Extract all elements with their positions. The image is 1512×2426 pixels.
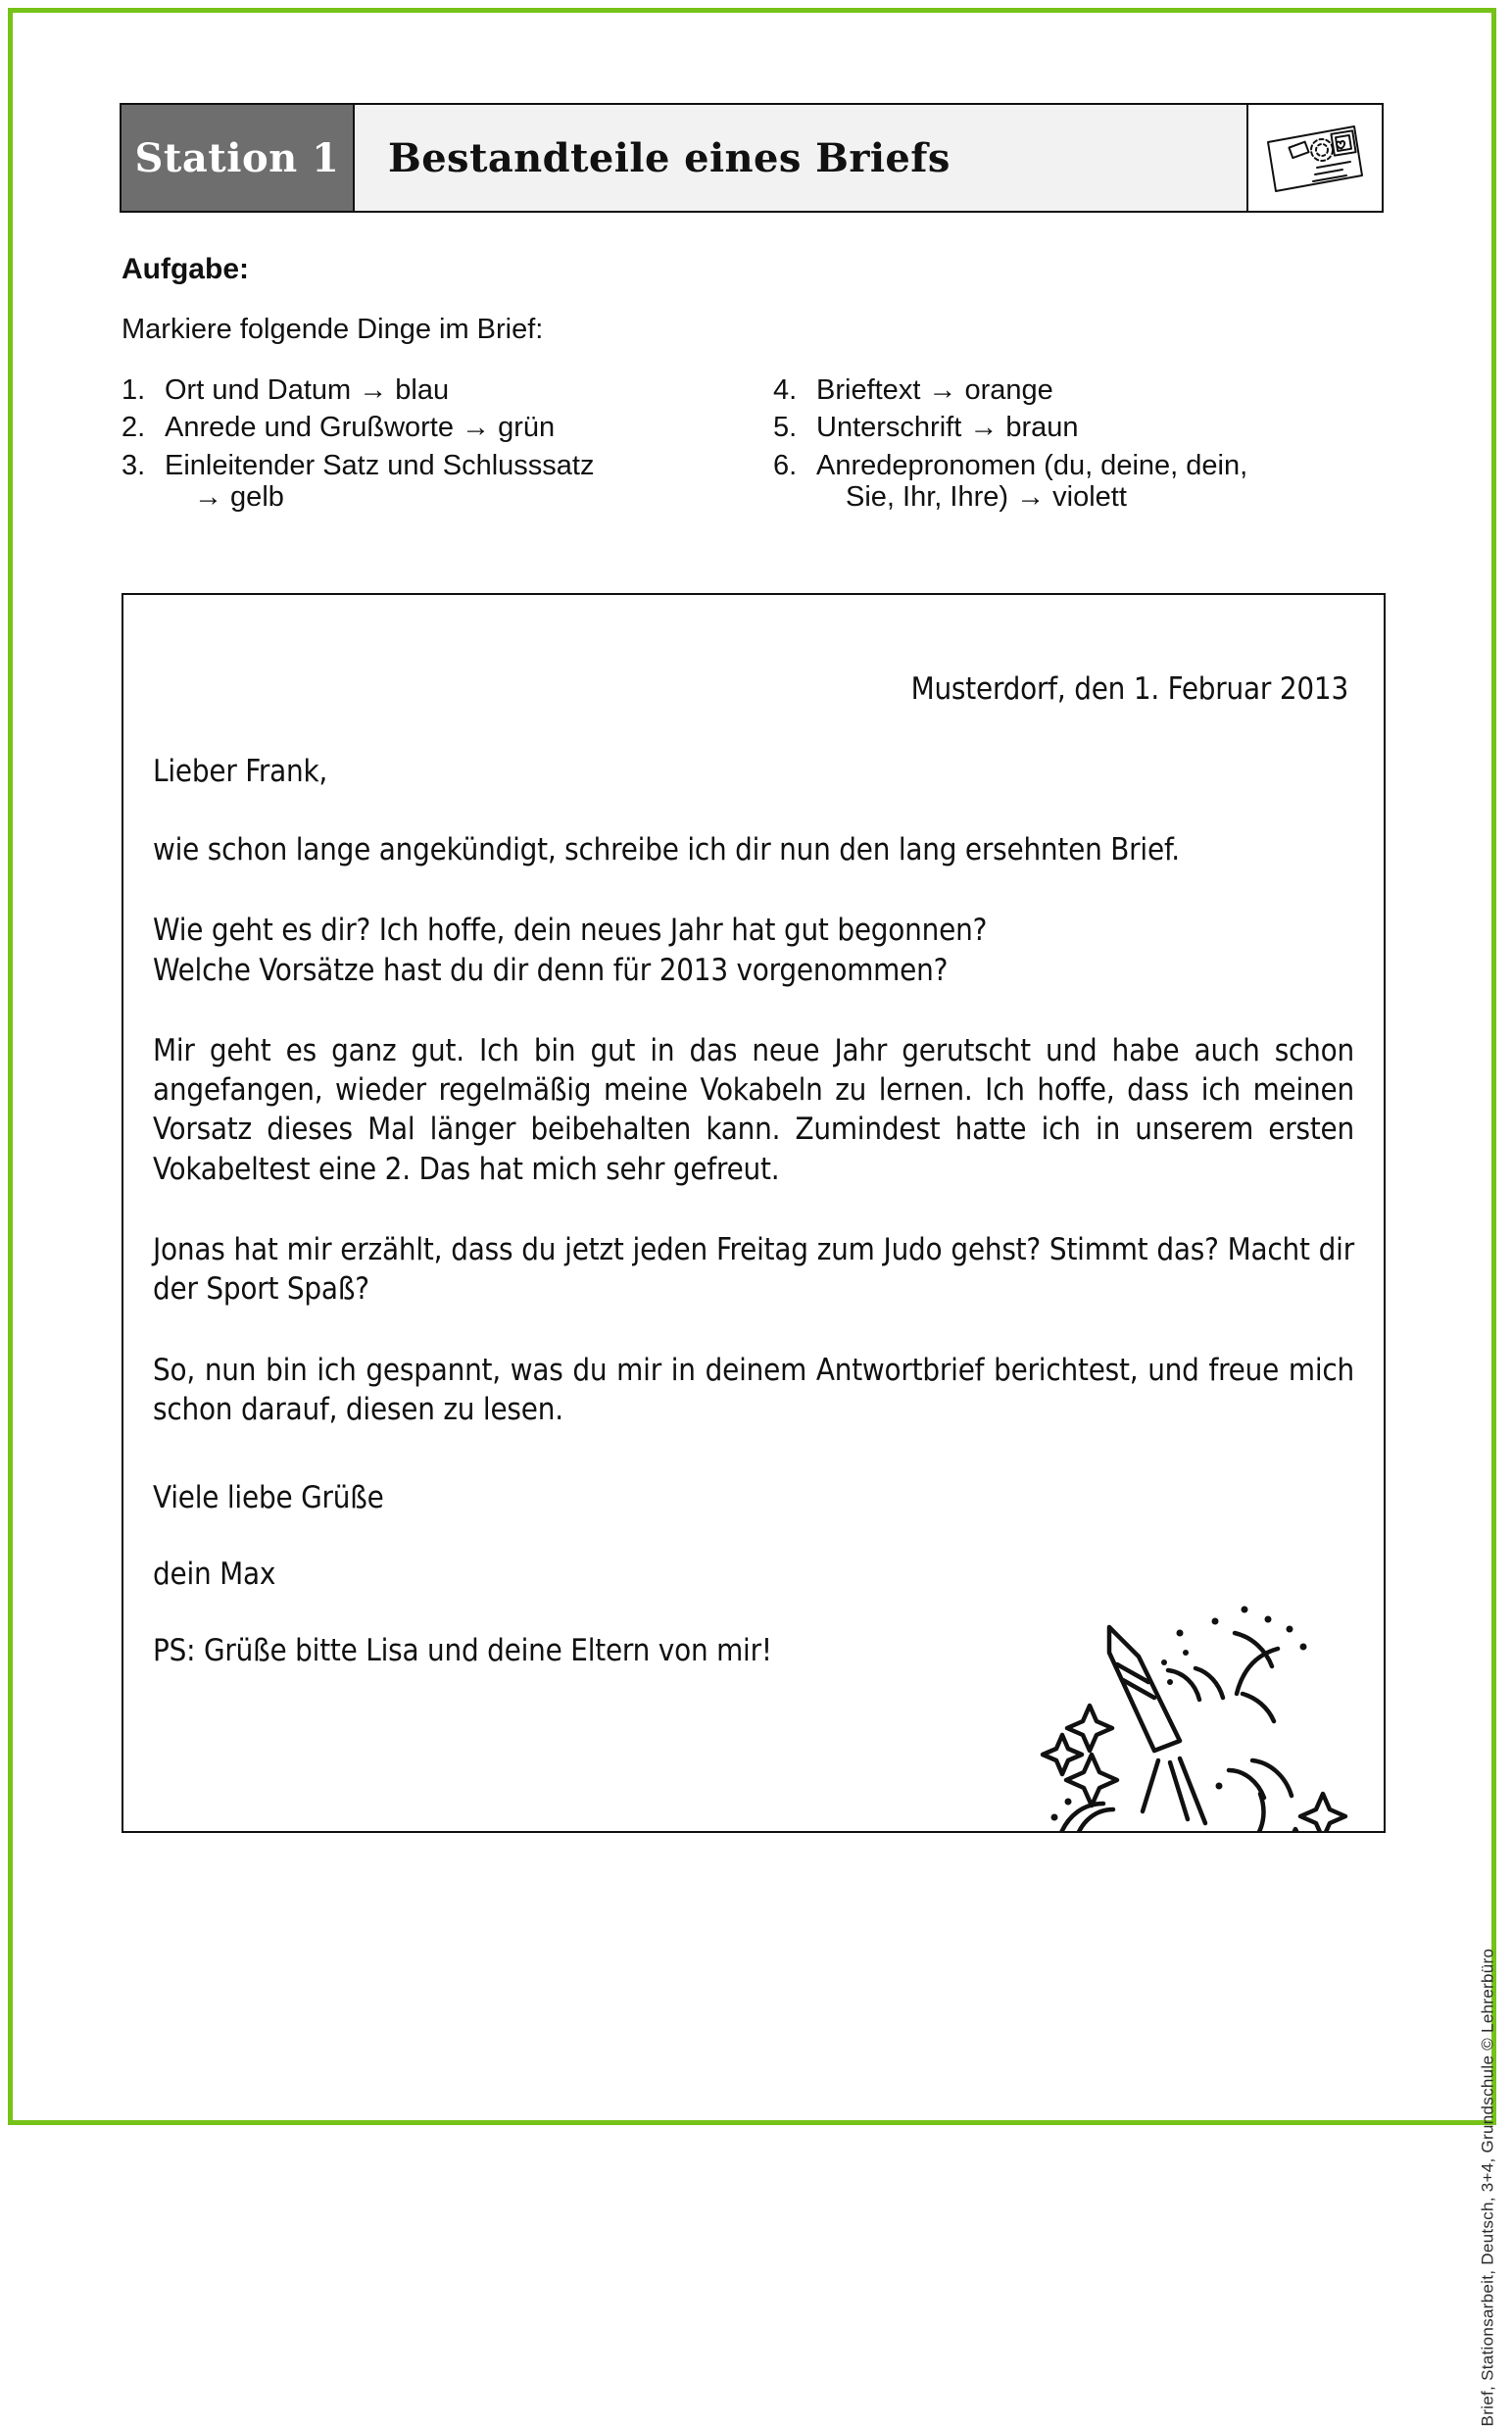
worksheet-header bbox=[120, 103, 1384, 213]
task-item-text-line1: Anredepronomen (du, deine, dein, bbox=[816, 449, 1248, 481]
letter-paragraph-questions-line2: Welche Vorsätze hast du dir denn für 2013 vorgenommen? bbox=[153, 952, 949, 988]
task-item-text: Unterschrift → braun bbox=[816, 412, 1079, 444]
letter-date-line: Musterdorf, den 1. Februar 2013 bbox=[910, 671, 1348, 707]
task-item bbox=[773, 412, 1386, 443]
letter-closing: Viele liebe Grüße bbox=[153, 1480, 384, 1516]
station-label: Station 1 bbox=[134, 134, 340, 181]
task-item-number: 1. bbox=[122, 374, 146, 406]
footer-credit: Brief, Stationsarbeit, Deutsch, 3+4, Grundschule © Lehrerbüro bbox=[1479, 1948, 1497, 2426]
task-item-number: 5. bbox=[773, 412, 798, 444]
letter-paragraph-judo: Jonas hat mir erzählt, dass du jetzt jeden Freitag zum Judo gehst? Stimmt das? Macht dir der Sport Spaß? bbox=[153, 1232, 1354, 1308]
firework-rocket-drawing-icon bbox=[1033, 1592, 1356, 1833]
task-item-text-line2: Sie, Ihr, Ihre) → violett bbox=[846, 481, 1127, 514]
task-item-text-line2: → gelb bbox=[194, 481, 284, 514]
letter-signature: dein Max bbox=[153, 1557, 276, 1593]
task-item-number: 3. bbox=[122, 449, 146, 481]
task-list-columns bbox=[122, 374, 1386, 520]
header-icon-box bbox=[1248, 103, 1384, 213]
letter-salutation: Lieber Frank, bbox=[153, 754, 328, 789]
header-title-box bbox=[355, 103, 1248, 213]
task-item bbox=[773, 374, 1386, 406]
task-instruction: Markiere folgende Dinge im Brief: bbox=[122, 314, 544, 345]
envelope-drawing-icon bbox=[1260, 117, 1370, 199]
task-item bbox=[122, 374, 754, 406]
task-column-left bbox=[122, 374, 754, 520]
letter-box bbox=[122, 593, 1386, 1833]
task-item bbox=[122, 450, 754, 514]
task-item-number: 2. bbox=[122, 412, 146, 444]
task-item bbox=[122, 412, 754, 443]
letter-paragraph-questions bbox=[153, 911, 1354, 990]
task-label: Aufgabe: bbox=[122, 253, 249, 285]
task-item-text bbox=[165, 450, 754, 514]
task-item-text bbox=[816, 450, 1386, 514]
task-item-text: Brieftext → orange bbox=[816, 374, 1053, 406]
letter-content bbox=[123, 671, 1384, 1833]
letter-paragraph-body: Mir geht es ganz gut. Ich bin gut in das neue Jahr gerutscht und habe auch schon angefangen, wieder regelmäßig meine Vokabeln zu lernen. Ich hoffe, dass ich meinen Vorsatz dieses Mal länger beibehalten kann. Zumindest hatte ich in unserem ersten Vokabeltest eine 2. Das hat mich sehr gefreut. bbox=[153, 1032, 1354, 1187]
task-item-text-line1: Einleitender Satz und Schlusssatz bbox=[165, 449, 595, 481]
task-item bbox=[773, 450, 1386, 514]
task-item-number: 4. bbox=[773, 374, 798, 406]
task-item-text: Ort und Datum → blau bbox=[165, 374, 450, 406]
letter-paragraph-questions-line1: Wie geht es dir? Ich hoffe, dein neues Jahr hat gut begonnen? bbox=[153, 913, 988, 949]
station-badge bbox=[120, 103, 355, 213]
letter-paragraph-closing-text: So, nun bin ich gespannt, was du mir in deinem Antwortbrief berichtest, und freue mich schon darauf, diesen zu lesen. bbox=[153, 1352, 1354, 1427]
letter-postscript: PS: Grüße bitte Lisa und deine Eltern von mir! bbox=[153, 1633, 772, 1669]
task-column-right bbox=[754, 374, 1386, 520]
task-item-number: 6. bbox=[773, 449, 798, 481]
letter-paragraph-intro: wie schon lange angekündigt, schreibe ich dir nun den lang ersehnten Brief. bbox=[153, 832, 1180, 867]
page-title: Bestandteile eines Briefs bbox=[388, 134, 951, 181]
task-item-text: Anrede und Grußworte → grün bbox=[165, 412, 556, 444]
